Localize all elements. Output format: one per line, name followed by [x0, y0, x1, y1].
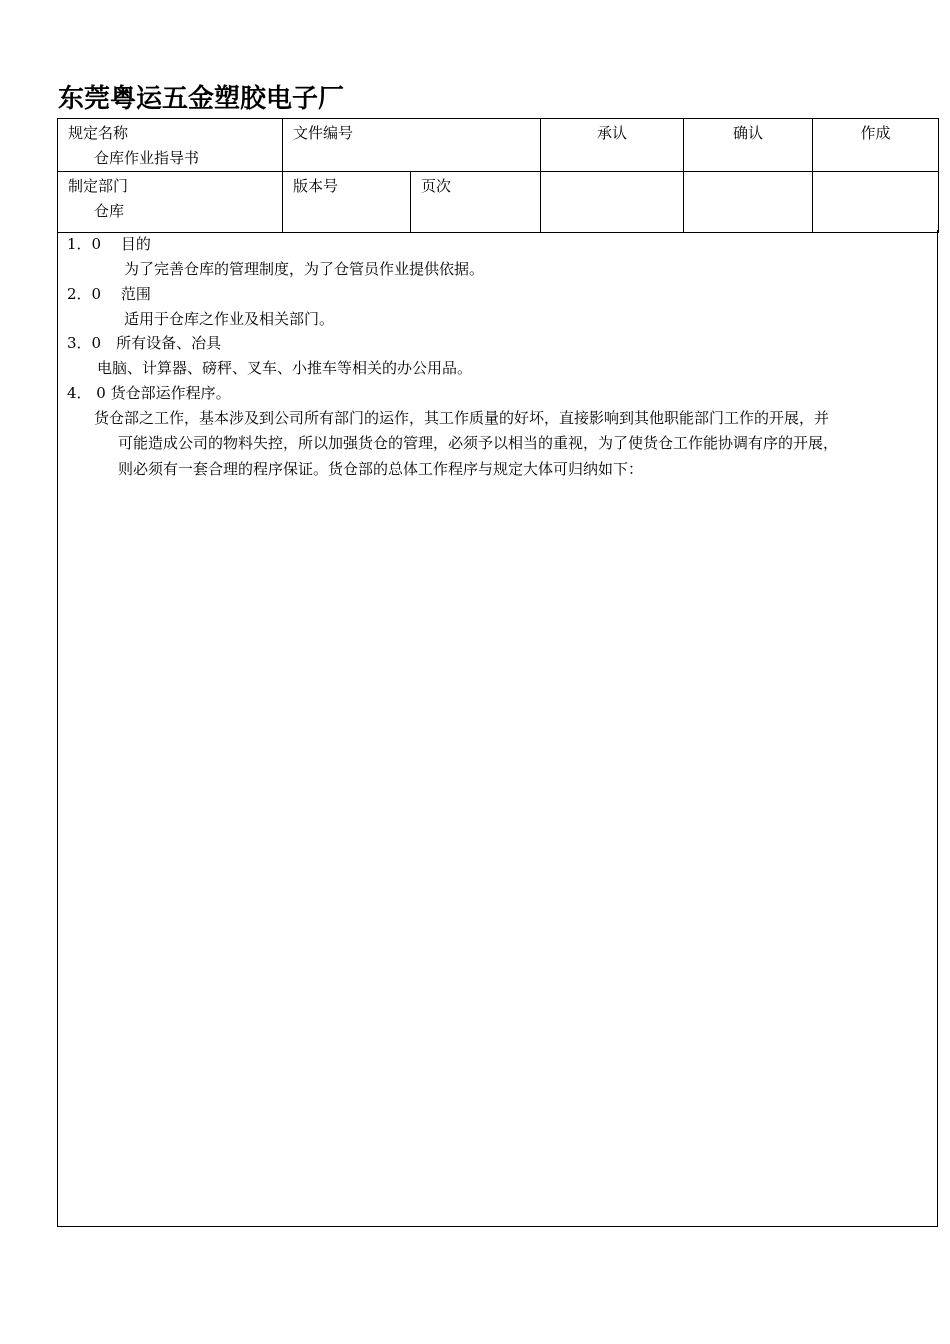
- dept-value: 仓库: [94, 202, 125, 220]
- version-label: 版本号: [293, 177, 339, 195]
- header-row-1: [58, 119, 939, 172]
- section-4-paragraph-line-2: 可能造成公司的物料失控，所以加强货仓的管理，必须予以相当的重视，为了使货仓工作能协调有序的开展，: [118, 434, 839, 452]
- section-4-paragraph-line-3: 则必须有一套合理的程序保证。货仓部的总体工作程序与规定大体可归纳如下：: [118, 460, 644, 478]
- confirm-label: 确认: [733, 124, 764, 142]
- approve-cell: [541, 119, 684, 172]
- confirm-cell: [684, 119, 813, 172]
- prepare-cell: [813, 119, 939, 172]
- prepare-signature-cell: [813, 172, 939, 233]
- page-cell: [411, 172, 541, 233]
- section-4-heading: 4． 0 货仓部运作程序。: [67, 384, 231, 402]
- doc-number-label: 文件编号: [293, 124, 354, 142]
- confirm-signature-cell: [684, 172, 813, 233]
- section-3-heading: 3．0 所有设备、冶具: [67, 334, 222, 352]
- section-1-text: 为了完善仓库的管理制度，为了仓管员作业提供依据。: [124, 260, 485, 278]
- dept-cell: [58, 172, 283, 233]
- page-label: 页次: [421, 177, 452, 195]
- document-header-table: [57, 118, 939, 233]
- regulation-name-value: 仓库作业指导书: [94, 149, 200, 167]
- section-1-heading: 1．0 目的: [67, 235, 151, 253]
- doc-number-cell: [283, 119, 541, 172]
- prepare-label: 作成: [860, 124, 891, 142]
- section-3-text: 电脑、计算器、磅秤、叉车、小推车等相关的办公用品。: [97, 359, 473, 377]
- section-2-text: 适用于仓库之作业及相关部门。: [124, 310, 335, 328]
- section-2-heading: 2．0 范围: [67, 285, 151, 303]
- regulation-name-cell: [58, 119, 283, 172]
- approve-signature-cell: [541, 172, 684, 233]
- regulation-name-label: 规定名称: [68, 124, 129, 142]
- section-4-paragraph-line-1: 货仓部之工作，基本涉及到公司所有部门的运作，其工作质量的好坏，直接影响到其他职能部门工作的开展，并: [94, 409, 830, 427]
- version-cell: [283, 172, 411, 233]
- approve-label: 承认: [597, 124, 628, 142]
- company-title: 东莞粤运五金塑胶电子厂: [58, 84, 345, 114]
- header-row-2: [58, 172, 939, 233]
- dept-label: 制定部门: [68, 177, 129, 195]
